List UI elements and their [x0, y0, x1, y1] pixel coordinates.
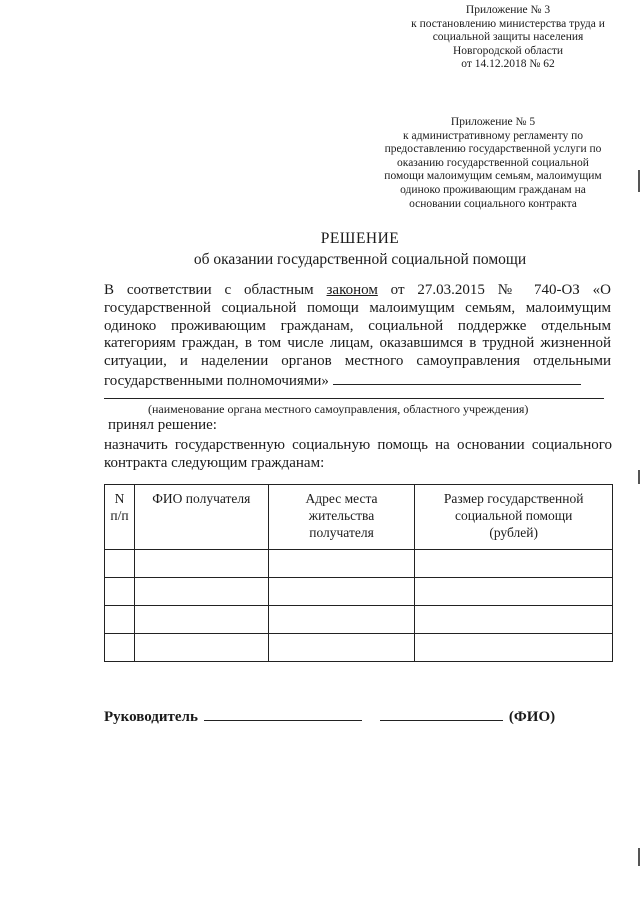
- appendix-line: одиноко проживающим гражданам на: [400, 183, 586, 196]
- table-cell[interactable]: [268, 634, 415, 662]
- preamble-line: [104, 282, 611, 300]
- law-link[interactable]: законом: [326, 282, 378, 298]
- preamble-line: категориям граждан, в том числе лицам, оказавшимся в трудной жизненной: [104, 335, 611, 352]
- table-row: [105, 606, 613, 634]
- preamble-line: государственной социальной помощи малоимущим семьям, малоимущим: [104, 299, 611, 316]
- appendix-line: от 14.12.2018 № 62: [461, 58, 555, 71]
- header-text: N: [114, 491, 125, 506]
- table-cell[interactable]: [268, 606, 415, 634]
- table-row: [105, 578, 613, 606]
- document-title: РЕШЕНИЕ: [320, 230, 400, 247]
- table-cell[interactable]: [134, 578, 268, 606]
- preamble-text: от 27.03.2015 № 740-ОЗ «О: [377, 282, 611, 298]
- assign-paragraph: [104, 436, 612, 472]
- recipients-table: [104, 484, 613, 662]
- table-cell[interactable]: [415, 634, 613, 662]
- table-cell[interactable]: [134, 550, 268, 578]
- appendix-line: к постановлению министерства труда и: [411, 17, 605, 30]
- preamble-line: одиноко проживающим гражданам, социальной поддержке отдельным: [104, 317, 611, 334]
- table-row: [105, 550, 613, 578]
- decision-text: принял решение:: [108, 417, 217, 433]
- header-text: Адрес места: [305, 491, 378, 506]
- preamble-text: государственными полномочиями»: [104, 372, 333, 389]
- header-text: п/п: [110, 508, 129, 523]
- appendix-line: оказанию государственной социальной: [397, 156, 589, 169]
- table-cell[interactable]: [105, 634, 135, 662]
- header-address: [268, 485, 415, 550]
- organization-fill-line[interactable]: [104, 398, 604, 399]
- assign-line: назначить государственную социальную помощь на основании социального: [104, 437, 612, 453]
- header-text: ФИО получателя: [152, 491, 251, 506]
- appendix-line: помощи малоимущим семьям, малоимущим: [384, 170, 602, 183]
- table-cell[interactable]: [415, 578, 613, 606]
- appendix-line: Приложение № 5: [450, 116, 536, 128]
- table-cell[interactable]: [415, 550, 613, 578]
- signature-fio: (ФИО): [508, 709, 556, 725]
- appendix-3-header: [388, 4, 628, 72]
- appendix-line: Новгородской области: [452, 44, 563, 57]
- header-number: [105, 485, 135, 550]
- table-cell[interactable]: [268, 550, 415, 578]
- header-amount: [415, 485, 613, 550]
- fio-fill-line[interactable]: [380, 706, 503, 721]
- appendix-5-header: [358, 116, 628, 211]
- appendix-line: основании социального контракта: [409, 197, 577, 210]
- header-text: Размер государственной: [443, 491, 584, 506]
- table-header-row: [105, 485, 613, 550]
- preamble-text: В соответствии с областным: [104, 282, 327, 298]
- table-cell[interactable]: [134, 634, 268, 662]
- preamble-line: ситуации, и наделении органов местного самоуправления отдельными: [104, 353, 611, 370]
- preamble-line: [104, 371, 611, 389]
- table-cell[interactable]: [268, 578, 415, 606]
- authority-fill-line[interactable]: [333, 371, 581, 385]
- appendix-line: Приложение № 3: [465, 4, 551, 16]
- document-subtitle: об оказании государственной социальной помощи: [193, 251, 527, 268]
- signature-block: [104, 706, 624, 726]
- table-cell[interactable]: [105, 578, 135, 606]
- table-cell[interactable]: [105, 606, 135, 634]
- header-text: социальной помощи: [454, 508, 573, 523]
- organization-caption: (наименование органа местного самоуправления, областного учреждения): [148, 402, 529, 416]
- preamble-paragraph: [104, 282, 611, 389]
- appendix-line: социальной защиты населения: [432, 31, 584, 44]
- assign-line: контракта следующим гражданам:: [104, 455, 325, 471]
- table-cell[interactable]: [415, 606, 613, 634]
- table-cell[interactable]: [105, 550, 135, 578]
- table-cell[interactable]: [134, 606, 268, 634]
- header-text: получателя: [309, 525, 374, 540]
- appendix-line: предоставлению государственной услуги по: [384, 143, 602, 156]
- header-text: (рублей): [489, 525, 538, 540]
- signature-fill-line[interactable]: [204, 706, 362, 721]
- header-fio: [134, 485, 268, 550]
- appendix-line: к административному регламенту по: [403, 129, 583, 142]
- table-row: [105, 634, 613, 662]
- signature-label: Руководитель: [104, 709, 198, 725]
- header-text: жительства: [308, 508, 375, 523]
